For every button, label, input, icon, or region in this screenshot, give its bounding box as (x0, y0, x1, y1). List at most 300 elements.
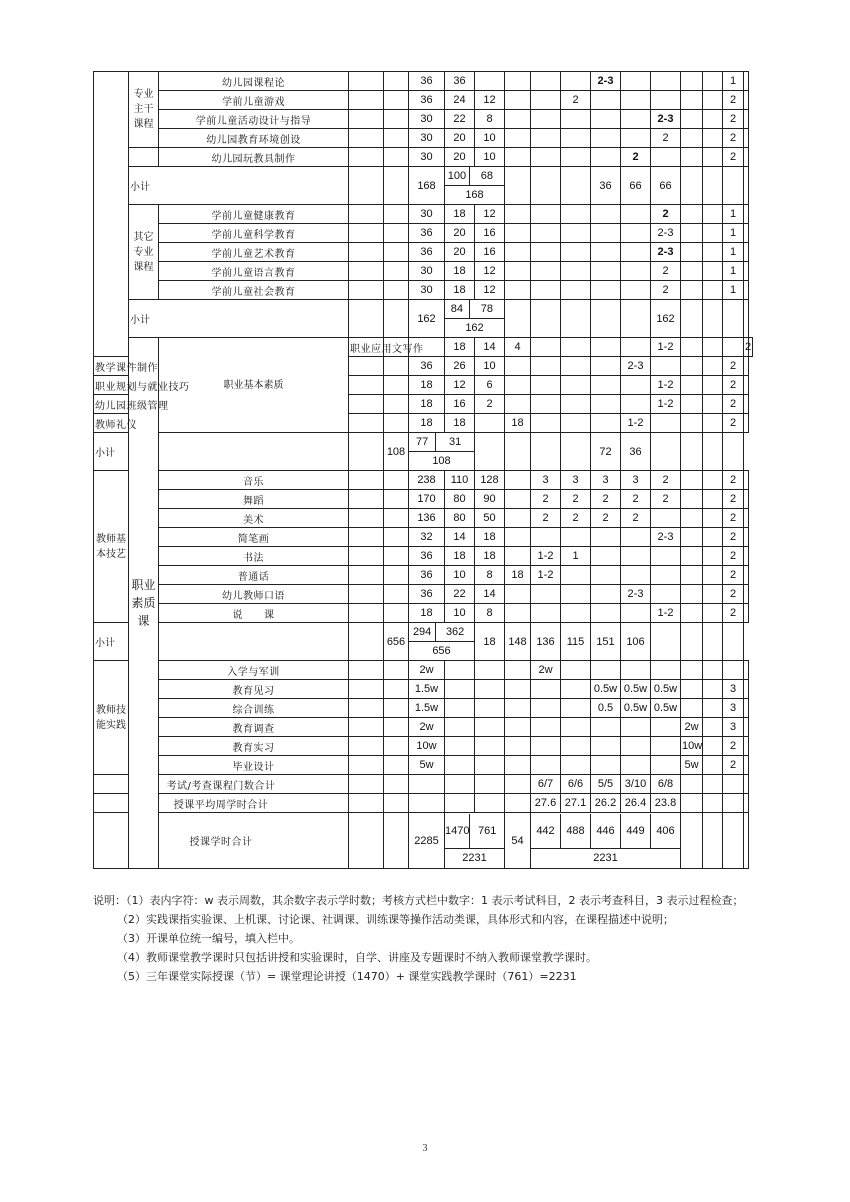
cell (531, 718, 561, 737)
cell (621, 338, 651, 357)
cell: 0.5 (591, 699, 621, 718)
cell (349, 623, 384, 661)
cell (531, 243, 561, 262)
cell (505, 167, 531, 205)
cell (744, 585, 749, 604)
cell (744, 680, 749, 699)
cell: 18 (445, 338, 475, 357)
cell (744, 604, 749, 623)
cell (703, 243, 723, 262)
note-2: （2）实践课指实验课、上机课、讨论课、社调课、训练课等操作活动类课，具体形式和内容，在课程描述中说明； (117, 913, 674, 926)
cell (723, 661, 744, 680)
cell (681, 813, 703, 869)
cell (744, 300, 749, 338)
cell (651, 756, 681, 775)
cell: 1 (723, 72, 744, 91)
cell (561, 414, 591, 433)
cell: 舞蹈 (159, 490, 349, 509)
table-row (94, 604, 753, 623)
cell: 学前儿童游戏 (159, 91, 349, 110)
cell: 18 (505, 566, 531, 585)
cell (505, 547, 531, 566)
cell: 18 (409, 395, 445, 414)
cell (475, 756, 505, 775)
cell (349, 699, 384, 718)
cell (409, 433, 475, 471)
cell (744, 91, 749, 110)
cell (703, 281, 723, 300)
cell (445, 756, 475, 775)
cell (651, 737, 681, 756)
cell (744, 699, 749, 718)
cell (505, 91, 531, 110)
cell: 书法 (159, 547, 349, 566)
table-row (94, 110, 753, 129)
cell (703, 794, 723, 813)
cell: 36 (409, 243, 445, 262)
cell (703, 813, 723, 869)
cell (651, 509, 681, 528)
cell (744, 775, 749, 794)
footer-label: 考试/考查课程门数合计 (94, 775, 349, 794)
cell: 446 (591, 814, 621, 848)
cell: 20 (445, 243, 475, 262)
cell: 1 (723, 281, 744, 300)
cell: 442 (531, 814, 561, 848)
cell (159, 433, 349, 471)
cell: 26.2 (591, 794, 621, 813)
cell: 2 (475, 395, 505, 414)
cell (561, 224, 591, 243)
cell: 2 (723, 585, 744, 604)
cell: 3 (591, 471, 621, 490)
cell (561, 699, 591, 718)
cell: 18 (409, 604, 445, 623)
cell: 2 (651, 205, 681, 224)
cell (445, 680, 475, 699)
cell: 128 (475, 471, 505, 490)
cell (531, 414, 561, 433)
cell (621, 243, 651, 262)
cell (681, 262, 703, 281)
cell: 2 (621, 509, 651, 528)
cell: 2 (621, 490, 651, 509)
cell (349, 661, 384, 680)
cell (384, 148, 409, 167)
cell (531, 300, 561, 338)
table-row (94, 699, 753, 718)
cell (744, 243, 749, 262)
cell: 2 (591, 490, 621, 509)
group-core: 专业主干课程 (129, 72, 159, 148)
cell (723, 338, 744, 357)
cell (531, 72, 561, 91)
cell (591, 300, 621, 338)
cell (681, 148, 703, 167)
cell: 54 (505, 813, 531, 869)
cell (349, 775, 384, 794)
cell (744, 661, 749, 680)
cell (349, 680, 384, 699)
cell (531, 110, 561, 129)
cell: 3 (531, 471, 561, 490)
cell: 0.5w (591, 680, 621, 699)
cell (475, 433, 505, 471)
subtotal-label: 小计 (129, 167, 349, 205)
cell: 170 (409, 490, 445, 509)
cell: 2 (651, 281, 681, 300)
cell: 2285 (409, 813, 445, 869)
cell (744, 224, 749, 243)
cell: 18 (409, 376, 445, 395)
table-row (94, 756, 753, 775)
cell (349, 205, 384, 224)
cell (703, 566, 723, 585)
cell (349, 167, 384, 205)
cell: 2 (561, 509, 591, 528)
cell (561, 243, 591, 262)
cell (561, 167, 591, 205)
cell (445, 775, 475, 794)
cell (349, 547, 384, 566)
cell (384, 699, 409, 718)
cell (349, 376, 384, 395)
cell: 1.5w (409, 680, 445, 699)
cell (591, 281, 621, 300)
cell (703, 414, 723, 433)
cell (531, 813, 681, 869)
cell (703, 129, 723, 148)
cell (505, 72, 531, 91)
cell (561, 357, 591, 376)
cell (591, 262, 621, 281)
cell (744, 509, 749, 528)
cell (384, 110, 409, 129)
cell (703, 224, 723, 243)
cell (409, 794, 445, 813)
cell: 18 (445, 414, 475, 433)
cell (561, 338, 591, 357)
cell: 教育实习 (159, 737, 349, 756)
table-row (94, 91, 753, 110)
cell (475, 72, 505, 91)
cell: 151 (591, 623, 621, 661)
cell: 12 (475, 205, 505, 224)
cell (744, 414, 749, 433)
cell (681, 205, 703, 224)
cell (651, 357, 681, 376)
footer-label: 授课平均周学时合计 (94, 794, 349, 813)
note-3: （3）开课单位统一编号，填入栏中。 (117, 932, 300, 945)
cell: 幼儿园玩教具制作 (159, 148, 349, 167)
cell (505, 756, 531, 775)
cell (723, 623, 744, 661)
cell (621, 528, 651, 547)
cell: 36 (409, 91, 445, 110)
cell (561, 661, 591, 680)
cell: 24 (445, 91, 475, 110)
cell: 1 (723, 243, 744, 262)
table-row (94, 680, 753, 699)
cell: 2-3 (591, 72, 621, 91)
cell: 1 (723, 224, 744, 243)
cell (651, 72, 681, 91)
cell: 2 (723, 528, 744, 547)
cell (681, 471, 703, 490)
cell: 2 (723, 490, 744, 509)
cell (591, 718, 621, 737)
cell (591, 395, 621, 414)
table-row (94, 224, 753, 243)
cell (681, 528, 703, 547)
cell (651, 414, 681, 433)
note-4: （4）教师课堂教学课时只包括讲授和实验课时，自学、讲座及专题课时不纳入教师课堂教学课时。 (117, 951, 597, 964)
cell (681, 623, 703, 661)
table-row (94, 718, 753, 737)
cell: 449 (621, 814, 651, 848)
cell (349, 528, 384, 547)
table-row (94, 72, 753, 91)
cell (349, 262, 384, 281)
cell (384, 471, 409, 490)
cell: 2-3 (651, 110, 681, 129)
cell: 4 (505, 338, 531, 357)
cell: 2231 (445, 848, 504, 868)
cell: 教学课件制作 (94, 357, 129, 376)
cell (445, 718, 475, 737)
cell: 16 (445, 395, 475, 414)
cell (591, 585, 621, 604)
cell (384, 604, 409, 623)
table-row (94, 566, 753, 585)
cell: 3 (723, 718, 744, 737)
cell (651, 718, 681, 737)
cell: 18 (409, 414, 445, 433)
cell: 488 (561, 814, 591, 848)
cell (591, 243, 621, 262)
cell (475, 775, 505, 794)
cell (744, 813, 749, 869)
cell: 1-2 (531, 566, 561, 585)
cell: 0.5w (651, 699, 681, 718)
cell (703, 167, 723, 205)
cell (681, 566, 703, 585)
cell: 14 (475, 585, 505, 604)
cell: 2 (723, 414, 744, 433)
cell (349, 72, 384, 91)
cell (621, 281, 651, 300)
cell: 2w (681, 718, 703, 737)
cell: 2 (723, 604, 744, 623)
cell (681, 300, 703, 338)
cell: 406 (656, 824, 675, 837)
cell: 5w (409, 756, 445, 775)
cell (561, 281, 591, 300)
cell (561, 205, 591, 224)
cell (384, 414, 409, 433)
cell: 2-3 (651, 528, 681, 547)
cell (621, 110, 651, 129)
cell (384, 680, 409, 699)
cell (384, 262, 409, 281)
cell: 2 (723, 357, 744, 376)
cell: 10 (475, 148, 505, 167)
cell (505, 357, 531, 376)
cell (349, 756, 384, 775)
cell (591, 110, 621, 129)
cell: 幼儿园教育环境创设 (159, 129, 349, 148)
cell (681, 547, 703, 566)
cell: 教育见习 (159, 680, 349, 699)
cell (591, 547, 621, 566)
cell (561, 72, 591, 91)
cell: 136 (409, 509, 445, 528)
note-1: 说明：（1）表内字符：w 表示周数，其余数字表示学时数；考核方式栏中数字：1 表示考试科目，2 表示考查科目，3 表示过程检查； (93, 894, 744, 907)
cell (703, 509, 723, 528)
cell: 2 (531, 509, 561, 528)
cell: 1470 (445, 814, 470, 848)
cell (723, 167, 744, 205)
cell (703, 528, 723, 547)
cell (505, 224, 531, 243)
cell (703, 376, 723, 395)
cell (561, 566, 591, 585)
cell (384, 395, 409, 414)
cell: 1 (723, 205, 744, 224)
table-row (94, 509, 753, 528)
cell (621, 395, 651, 414)
cell: 162 (651, 300, 681, 338)
group-basic: 职业基本素质 (159, 338, 349, 433)
cell: 1-2 (651, 395, 681, 414)
table-row (94, 813, 753, 869)
cell (681, 167, 703, 205)
cell (531, 585, 561, 604)
cell: 教师礼仪 (94, 414, 129, 433)
cell: 2231 (531, 848, 680, 868)
cell: 2 (651, 471, 681, 490)
cell: 2 (561, 490, 591, 509)
cell: 20 (445, 148, 475, 167)
cell: 2 (651, 490, 681, 509)
cell (349, 585, 384, 604)
cell (744, 547, 749, 566)
cell: 36 (445, 72, 475, 91)
cell (505, 737, 531, 756)
cell: 学前儿童语言教育 (159, 262, 349, 281)
cell (621, 604, 651, 623)
cell: 20 (445, 129, 475, 148)
cell: 84 (445, 300, 470, 318)
table-row (94, 262, 753, 281)
cell: 学前儿童艺术教育 (159, 243, 349, 262)
cell (561, 604, 591, 623)
cell (384, 72, 409, 91)
subtotal-label: 小计 (94, 623, 159, 661)
cell (681, 509, 703, 528)
cell (384, 756, 409, 775)
cell: 26.4 (621, 794, 651, 813)
cell: 1.5w (409, 699, 445, 718)
cell (561, 395, 591, 414)
cell (681, 775, 703, 794)
cell: 毕业设计 (159, 756, 349, 775)
cell (591, 604, 621, 623)
cell (531, 129, 561, 148)
table-row (94, 661, 753, 680)
subtotal-label: 小计 (94, 433, 159, 471)
cell (591, 357, 621, 376)
cell: 3 (723, 699, 744, 718)
cell (591, 338, 621, 357)
cell (384, 167, 409, 205)
cell (621, 737, 651, 756)
cell (384, 129, 409, 148)
cell (505, 243, 531, 262)
cell: 学前儿童健康教育 (159, 205, 349, 224)
cell (703, 338, 723, 357)
cell (703, 357, 723, 376)
cell: 18 (445, 547, 475, 566)
cell: 136 (531, 623, 561, 661)
table-row (94, 794, 753, 813)
cell: 27.6 (531, 794, 561, 813)
table-row (94, 471, 753, 490)
cell (349, 357, 384, 376)
cell: 90 (475, 490, 505, 509)
table-row (94, 167, 753, 205)
cell: 学前儿童社会教育 (159, 281, 349, 300)
cell (703, 547, 723, 566)
note-5: （5）三年课堂实际授课（节）= 课堂理论讲授（1470）+ 课堂实践教学课时（761）=2231 (117, 970, 577, 983)
group-skill: 教师基本技艺 (94, 471, 129, 623)
cell: 18 (445, 281, 475, 300)
cell (505, 262, 531, 281)
cell (505, 148, 531, 167)
cell (703, 72, 723, 91)
cell (744, 357, 749, 376)
cell (445, 737, 475, 756)
page-number: 3 (422, 1143, 428, 1154)
cell: 入学与军训 (159, 661, 349, 680)
cell: 36 (409, 357, 445, 376)
cell (681, 490, 703, 509)
cell: 学前儿童科学教育 (159, 224, 349, 243)
cell: 162 (409, 300, 445, 338)
cell: 36 (409, 566, 445, 585)
cell (744, 737, 749, 756)
cell: 14 (445, 528, 475, 547)
cell: 108 (384, 433, 409, 471)
cell: 656 (409, 641, 474, 660)
cell: 2 (744, 338, 749, 357)
cell (681, 433, 703, 471)
cell: 10 (475, 357, 505, 376)
table-row (94, 737, 753, 756)
cell (703, 471, 723, 490)
cell (681, 395, 703, 414)
cell (349, 718, 384, 737)
cell (591, 756, 621, 775)
cell: 30 (409, 129, 445, 148)
cell (621, 756, 651, 775)
cell (703, 756, 723, 775)
cell: 2 (723, 91, 744, 110)
cell: 2w (409, 718, 445, 737)
cell (703, 699, 723, 718)
cell (681, 224, 703, 243)
cell: 说 课 (159, 604, 349, 623)
